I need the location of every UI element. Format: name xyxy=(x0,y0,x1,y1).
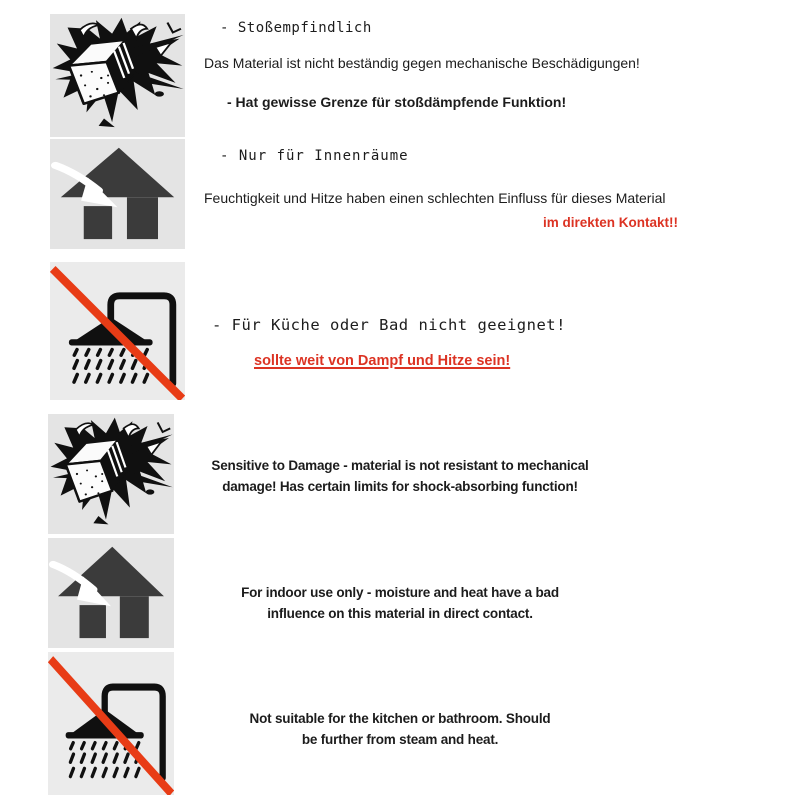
de-bath-bullet: - Für Küche oder Bad nicht geeignet! xyxy=(212,316,566,334)
impact-icon-tile-en xyxy=(48,414,174,534)
house-indoor-arrow-icon xyxy=(50,139,185,249)
de-shock-text: Das Material ist nicht beständig gegen mechanische Beschädigungen! xyxy=(204,55,640,71)
en-bath-text xyxy=(190,708,610,750)
house-indoor-arrow-icon xyxy=(48,538,174,648)
de-bath-red-note: sollte weit von Dampf und Hitze sein! xyxy=(254,353,511,369)
de-shock-bold-note: - Hat gewisse Grenze für stoßdämpfende Funktion! xyxy=(227,94,567,110)
impact-icon-tile-de xyxy=(50,14,185,137)
no-shower-crossed-icon xyxy=(50,262,185,400)
de-shock-bullet: - Stoßempfindlich xyxy=(220,20,372,36)
en-shock-line2: damage! Has certain limits for shock-absorbing function! xyxy=(222,479,578,494)
indoor-icon-tile-en xyxy=(48,538,174,648)
broken-cube-impact-icon xyxy=(50,14,185,137)
broken-cube-impact-icon xyxy=(48,414,174,534)
en-shock-line1: Sensitive to Damage - material is not resistant to mechanical xyxy=(211,458,589,473)
de-indoor-text: Feuchtigkeit und Hitze haben einen schlechten Einfluss für dieses Material xyxy=(204,190,666,206)
no-shower-icon-tile-de xyxy=(50,262,185,400)
de-indoor-red-note: im direkten Kontakt!! xyxy=(543,215,679,230)
en-indoor-line1: For indoor use only - moisture and heat have a bad xyxy=(241,585,559,600)
en-bath-line1: Not suitable for the kitchen or bathroom. Should xyxy=(249,711,551,726)
no-shower-crossed-icon xyxy=(48,652,174,795)
indoor-icon-tile-de xyxy=(50,139,185,249)
en-shock-text xyxy=(190,455,610,497)
en-indoor-text xyxy=(190,582,610,624)
de-indoor-bullet: - Nur für Innenräume xyxy=(220,148,409,164)
no-shower-icon-tile-en xyxy=(48,652,174,795)
en-indoor-line2: influence on this material in direct contact. xyxy=(267,606,533,621)
en-bath-line2: be further from steam and heat. xyxy=(301,732,499,747)
